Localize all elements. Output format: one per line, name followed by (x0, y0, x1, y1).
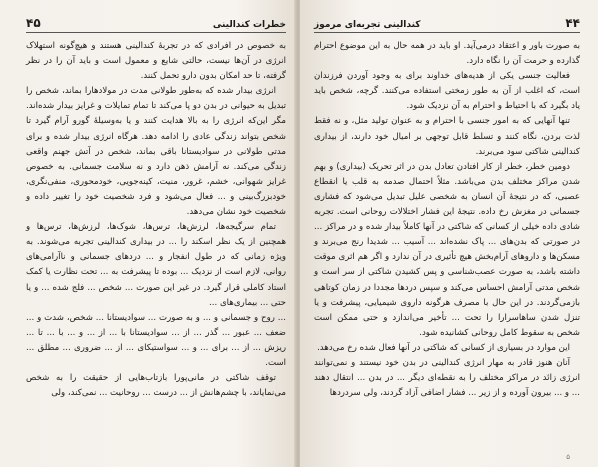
footer-mark: ۵ (566, 453, 570, 461)
paragraph: این موارد در بسیاری از کسانی که شاکتی در آنها فعال شده رخ می‌دهد. (317, 342, 570, 353)
paragraph: توقف شاکتی در مانی‌پورا بازتاب‌هایی از حقیقت را به شخص می‌نمایاند، با چشم‌هانش از ... درست ... روحانیت ... نمی‌کند، ولی (26, 373, 286, 399)
paragraph: فعالیت جنسی یکی از هدیه‌های خداوند برای به وجود آوردن فرزندان است، که اغلب از آن به طور زمختی استفاده می‌کنند. گرچه، شخص باید یاد بگیرد که با احتیاط و احترام به آن نزدیک شود. (314, 71, 580, 112)
paragraph: دومین خطر، خطر از کار افتادن تعادل بدن در اثر تحریک (بیداری) و بهم شدن مراکز مختلف بدن می‌باشد. مثلاً احتمال صدمه به قلب یا انقطاع عصبی، که در نتیجهٔ آن انسان به شخصی علیل تبدیل می‌شود که فشاری جسمانی در مغزش رخ داده. نتیجهٔ این فشار اختلالات روحانی است. تجربه شادی داده خیلی از کسانی که شاکتی در آنها کاملاً بیدار شده و در مراکز ... در صورتی که بدن‌های ... پاک نشده‌اند ... آسیب ... شدیدا رنج می‌برند و مسکن‌ها و داروهای آرام‌بخش هیچ تأثیری در آن ندارد و اگر هم اثری موقت داشته باشد، به صورت عصب‌شناسی و پس کشیدن شاکتی از سر است و شخص مدتی آرامش احساس می‌کند و سپس دردها مجددا در زمان کوتاهی بازمی‌گردند. در این حال با مصرف هرگونه داروی شیمیایی، پیشرفت و یا تنزل شدن ساهاسرارا را تحت ... تأخیر می‌اندازد و حتی ممکن است شخص به سقوط کامل روحانی کشانیده شود. (314, 161, 580, 338)
left-page-number: ۴۵ (26, 16, 41, 30)
right-page-header (314, 16, 580, 33)
right-page-body (314, 39, 580, 401)
right-running-title: کندالینی تجربه‌ای مرموز (314, 20, 421, 30)
paragraph: ... روح و جسمانی و ... و به صورت ... سوادیستانا ... شخص، شدت و ... ضعف ... عبور ... گذر ... از ... سوادیستانا با ... از ... و ... با ... تا ... ریزش ... از ... برای ... و ... سواستیکای ... از ... ضروری ... مطلق ... است. (26, 312, 286, 368)
left-page (0, 0, 296, 467)
left-running-title: خطرات کندالینی (212, 20, 286, 30)
right-page-number: ۴۴ (565, 16, 580, 30)
left-page-header (26, 16, 286, 33)
paragraph: آنان هنوز قادر به مهار انرژی کندالینی در بدن خود نیستند و نمی‌توانند انرژی زائد در مراکز مختلف را به نقطه‌ای دیگر ... در بدن ... انتقال دهند ... و ... بیرون آورده و از زیر ... فشار اضافی آزاد گردند، ولی سردردها (314, 357, 580, 399)
paragraph: انرژی بیدار شده که به‌طور طولانی مدت در مولادهارا بماند، شخص را تبدیل به حیوانی در بدن دو پا می‌کند تا تمام تمایلات و غرایز بیدار شده‌اند. مگر این‌که انرژی را به بالا هدایت کنند و یا به‌وسیلهٔ گورو آرام گیرد تا شخص بتواند زندگی عادی را ادامه دهد. هرگاه انرژی بیدار شده و برای مدتی طولانی در سوادیستانا باقی بماند، شخص در آتش جهنم واقعی زندگی می‌کند. نه آرامش ذهن دارد و نه سلامت جسمانی. به خصوص غرایز شهوانی، خشم، غرور، منیت، کینه‌جویی، خودمحوری، منفی‌نگری، خودبزرگ‌بینی و ... فعال می‌شود و فرد شخصیت خود را تغییر داده و شخصیت خود نشان می‌دهد. (26, 86, 286, 218)
paragraph: تمام سرگیجه‌ها، لرزش‌ها، ترس‌ها، شوک‌ها، لرزش‌ها، ترس‌ها و همچنین از یک نظر اسکند را ... در بیداری کندالینی تجربه می‌شوند. به ویژه زمانی که در طول انفجار و ... دردهای جسمانی و ناآرامی‌های روانی، لازم است از نزدیک ... بوده تا پیشرفت به ... تحت نظارت یا کمک استاد کاملی قرار گیرد. در غیر این صورت ... شخص ... فلج شده ... و یا حتی ... بیماری‌های ... (26, 222, 286, 308)
left-page-body (26, 39, 286, 401)
right-page (300, 0, 598, 467)
paragraph: به صورت باور و اعتقاد درمی‌آید. او باید در همه حال به این موضوع احترام گذارده و حرمت آن را نگاه دارد. (314, 41, 580, 67)
paragraph: تنها آنهایی که به امور جنسی با احترام و به عنوان تولید مثل، و نه فقط لذت بردن، نگاه کنند و تسلط قابل توجهی بر امیال خود دارند، از بیداری کندالینی شاکتی سود می‌برند. (314, 116, 580, 157)
paragraph: به خصوص در افرادی که در تجربهٔ کندالینی هستند و هیچ‌گونه استهلاک انرژی در آن‌ها نیست، حالتی شایع و معمول است و باید آن را در نظر گرفته، تا حد امکان بدون دارو تحمل کنند. (26, 41, 286, 82)
